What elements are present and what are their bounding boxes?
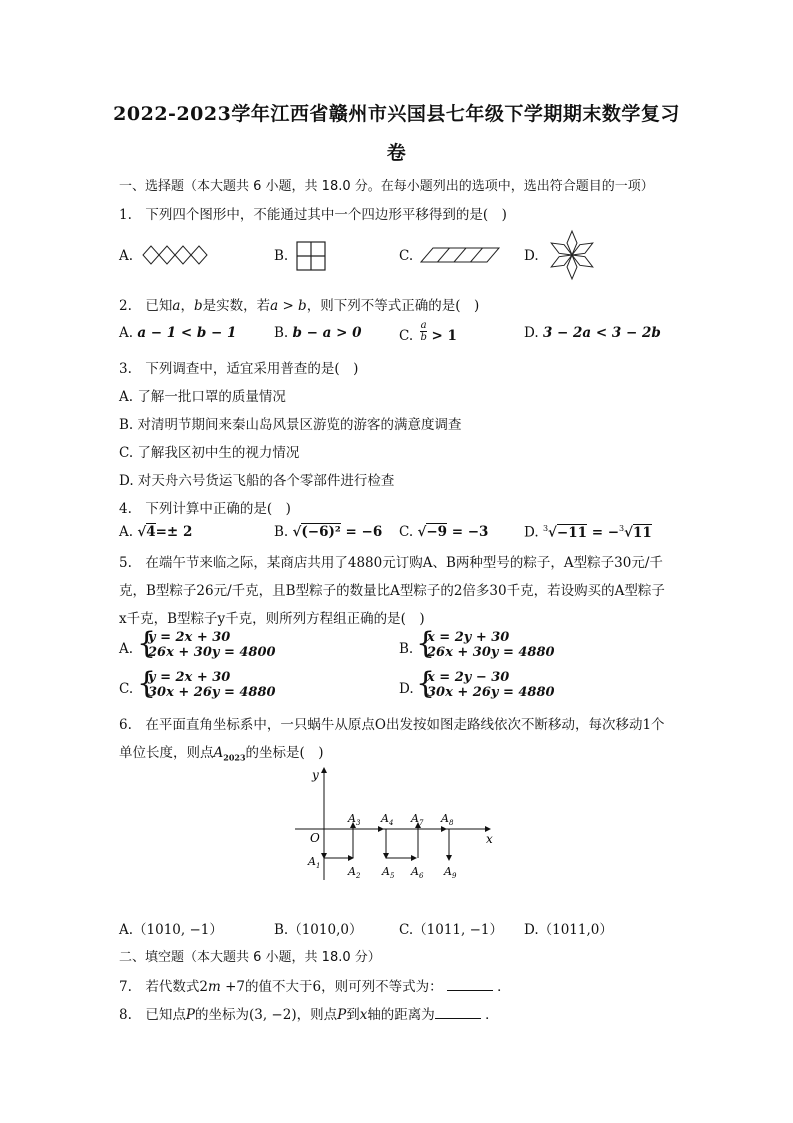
q2-option-b-label: B. — [274, 325, 289, 341]
point-label-a4: $A_4$ — [381, 812, 394, 827]
question-1-stem: 1. 下列四个图形中，不能通过其中一个四边形平移得到的是( ) — [119, 207, 507, 223]
q6-option-b: B.（1010,0） — [274, 922, 363, 938]
question-3-stem: 3. 下列调查中，适宜采用普查的是( ) — [119, 361, 359, 377]
q2-fraction — [420, 320, 426, 343]
q8-pre: 8. 已知点 — [119, 1007, 186, 1023]
q2-option-b — [274, 325, 362, 341]
question-6-line1: 6. 在平面直角坐标系中，一只蜗牛从原点O出发按如图走路线依次不断移动，每次移动1个 — [119, 717, 665, 733]
q2-option-a-expr: a − 1 < b − 1 — [137, 325, 237, 341]
parallelogram-row-icon — [420, 246, 502, 264]
q2-var-a: a — [172, 298, 181, 314]
point-label-a1: $A_1$ — [308, 855, 321, 870]
q2-var-b: b — [193, 298, 203, 314]
q7-var-m: m — [207, 979, 221, 995]
q2-stem-post: ，则下列不等式正确的是( ) — [306, 298, 480, 314]
q2-option-c — [399, 320, 457, 343]
q7-post: +7的值不大于6，则可列不等式为： — [220, 979, 443, 995]
origin-label: O — [310, 831, 320, 845]
q6-point-sub: 2023 — [223, 752, 246, 763]
q5-option-a-system — [148, 630, 276, 660]
point-label-a7: $A_7$ — [411, 812, 424, 827]
q3-option-b: B. 对清明节期间来秦山岛风景区游览的游客的满意度调查 — [119, 417, 462, 433]
q5-option-c-system — [148, 670, 276, 700]
q4-option-d-label: D. — [524, 524, 539, 541]
q2-option-a — [119, 325, 236, 341]
q5-a-eq1: y = 2x + 30 — [148, 630, 231, 645]
q2-fraction-num: a — [420, 320, 427, 331]
q1-option-a-label: A. — [119, 248, 134, 264]
q1-option-c-label: C. — [399, 248, 414, 264]
q3-option-d: D. 对天舟六号货运飞船的各个零部件进行检查 — [119, 473, 395, 489]
q4-option-a: A. √4=± 2 — [119, 524, 193, 540]
q2-option-c-tail: > 1 — [426, 328, 457, 344]
q2-option-a-label: A. — [119, 325, 134, 341]
q4-option-d-radicand: −11 — [556, 524, 588, 541]
q3-option-c: C. 了解我区初中生的视力情况 — [119, 445, 300, 461]
rhombus-flower-icon — [547, 229, 597, 281]
point-label-a5: $A_5$ — [382, 865, 395, 880]
diamond-chain-icon — [142, 243, 212, 267]
q5-option-d-brace: { — [416, 666, 436, 701]
q6-point: A — [213, 745, 224, 761]
exam-title-line2: 卷 — [386, 142, 407, 164]
square-grid-icon — [295, 240, 327, 272]
q8-end: ． — [485, 1007, 499, 1023]
question-2-stem — [119, 294, 479, 314]
y-axis-label: y — [312, 768, 319, 782]
q6-line2-post: 的坐标是( ) — [245, 745, 324, 761]
question-5-line3: x千克，B型粽子y千克，则所列方程组正确的是( ) — [119, 611, 425, 627]
q5-a-eq2: 26x + 30y = 4800 — [148, 645, 276, 660]
section-heading-fill: 二、填空题（本大题共 6 小题，共 18.0 分） — [119, 950, 381, 965]
q5-option-d-system — [427, 670, 555, 700]
q5-option-a-label: A. — [119, 641, 134, 657]
question-7 — [119, 975, 511, 995]
q4-option-d-index: 3 — [542, 524, 549, 533]
q2-option-b-expr: b − a > 0 — [292, 325, 362, 341]
q5-option-d-label: D. — [399, 681, 414, 697]
q4-option-b: B. √(−6)² = −6 — [274, 524, 383, 540]
q5-b-eq1: x = 2y + 30 — [427, 630, 510, 645]
q6-line2-pre: 单位长度，则点 — [119, 745, 214, 761]
point-label-a8: $A_8$ — [441, 812, 454, 827]
q5-option-b-system — [427, 630, 555, 660]
q5-option-c-label: C. — [119, 681, 134, 697]
q2-condition: a > b — [270, 298, 307, 314]
q1-option-b-label: B. — [274, 248, 289, 264]
q8-answer-blank — [435, 1006, 481, 1019]
question-5-line2: 克，B型粽子26元/千克，且B型粽子的数量比A型粽子的2倍多30千克，若设购买的A型粽子 — [119, 583, 665, 599]
q7-end: ． — [497, 979, 511, 995]
q6-option-a: A.（1010, −1） — [119, 922, 223, 938]
q6-option-c: C.（1011, −1） — [399, 922, 503, 938]
q8-post: 轴的距离为 — [367, 1007, 435, 1023]
q4-option-c-radicand: −9 — [426, 524, 448, 540]
point-label-a3: $A_3$ — [348, 812, 361, 827]
question-5-line1: 5. 在端午节来临之际，某商店共用了4880元订购A、B两种型号的粽子，A型粽子30元/千 — [119, 555, 663, 571]
q4-option-d-index2: 3 — [619, 524, 625, 533]
section-heading-choice: 一、选择题（本大题共 6 小题，共 18.0 分。在每小题列出的选项中，选出符合题目的一项） — [119, 179, 654, 194]
q8-mid: 的坐标为(3, −2)，则点 — [194, 1007, 338, 1023]
q3-option-a: A. 了解一批口罩的质量情况 — [119, 389, 286, 405]
q7-pre: 7. 若代数式2 — [119, 979, 208, 995]
q2-option-d — [524, 325, 661, 341]
q1-option-d-label: D. — [524, 248, 539, 264]
q4-option-c-label: C. — [399, 524, 414, 540]
q5-d-eq2: 30x + 26y = 4880 — [427, 685, 555, 700]
q5-d-eq1: x = 2y − 30 — [427, 670, 510, 685]
point-label-a2: $A_2$ — [348, 865, 361, 880]
point-label-a9: $A_9$ — [444, 865, 457, 880]
q5-option-c-brace: { — [137, 666, 157, 701]
x-axis-label: x — [486, 832, 493, 846]
q4-option-d: D. $^3$√−11 = −$^3$√11 — [524, 524, 652, 541]
q7-answer-blank — [447, 978, 493, 991]
q2-fraction-den: b — [420, 332, 427, 343]
exam-title-line1: 2022-2023学年江西省赣州市兴国县七年级下学期期末数学复习 — [113, 103, 680, 125]
q4-option-a-rhs: =± 2 — [155, 524, 193, 540]
q4-option-c-rhs: = −3 — [447, 524, 489, 540]
q8-var-p2: P — [337, 1007, 347, 1023]
q4-option-d-radicand2: 11 — [633, 524, 652, 541]
question-8 — [119, 1003, 499, 1023]
q2-option-c-label: C. — [399, 328, 414, 344]
question-6-line2 — [119, 741, 324, 763]
q4-option-a-label: A. — [119, 524, 134, 540]
q5-option-a-brace: { — [137, 626, 157, 661]
question-4-stem: 4. 下列计算中正确的是( ) — [119, 501, 291, 517]
q2-comma: ， — [180, 298, 194, 314]
q8-mid2: 到 — [346, 1007, 360, 1023]
q5-option-b-brace: { — [416, 626, 436, 661]
q4-option-b-radicand: (−6)² — [301, 524, 341, 540]
q5-c-eq1: y = 2x + 30 — [148, 670, 231, 685]
q2-option-d-label: D. — [524, 325, 539, 341]
q8-var-x: x — [359, 1007, 368, 1023]
q2-stem-pre: 2. 已知 — [119, 298, 173, 314]
q2-option-d-expr: 3 − 2a < 3 − 2b — [542, 325, 661, 341]
q4-option-a-radicand: 4 — [146, 524, 156, 540]
q4-option-d-mid: = − — [587, 524, 620, 541]
q4-option-c: C. √−9 = −3 — [399, 524, 489, 540]
q4-option-b-rhs: = −6 — [340, 524, 383, 540]
q8-var-p: P — [185, 1007, 195, 1023]
q5-b-eq2: 26x + 30y = 4880 — [427, 645, 555, 660]
point-label-a6: $A_6$ — [411, 865, 424, 880]
q4-option-b-label: B. — [274, 524, 289, 540]
snail-path-diagram — [290, 762, 500, 884]
q6-option-d: D.（1011,0） — [524, 922, 613, 938]
q2-stem-mid: 是实数，若 — [202, 298, 271, 314]
q5-c-eq2: 30x + 26y = 4880 — [148, 685, 276, 700]
q5-option-b-label: B. — [399, 641, 414, 657]
